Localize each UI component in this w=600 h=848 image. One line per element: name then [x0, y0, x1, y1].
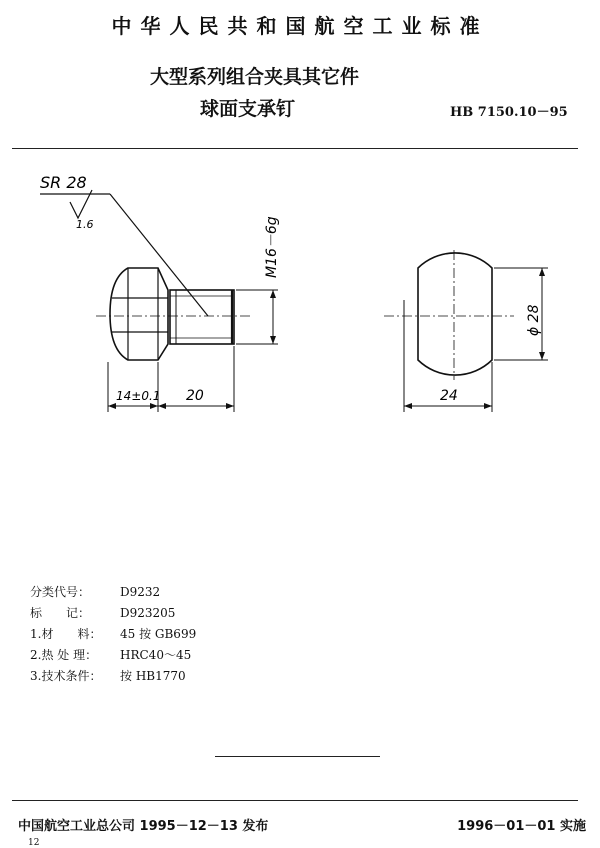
thread-body: [170, 290, 234, 344]
footer-issuer: 中国航空工业总公司 1995－12－13 发布: [18, 819, 269, 834]
technical-drawing: [0, 150, 600, 440]
label-head-length: 14±0.1: [116, 389, 161, 403]
head-outline: [110, 268, 168, 360]
spec-key: 标 记：: [30, 606, 91, 620]
page-number: 12: [28, 838, 40, 848]
top-divider: [12, 148, 578, 149]
spec-row-material: [30, 625, 196, 642]
document-title-line1: 大型系列组合夹具其它件: [150, 66, 360, 88]
spec-key: 1.材 料：: [30, 627, 102, 641]
spec-row-marking: [30, 604, 175, 621]
spec-value: 45 按 GB699: [120, 627, 197, 641]
spec-value: D923205: [120, 606, 176, 620]
spec-key: 分类代号：: [30, 585, 91, 599]
spec-row-technical-conditions: [30, 667, 186, 684]
spec-value: HRC40～45: [120, 648, 192, 662]
front-view-outline: [418, 253, 492, 375]
spec-value: 按 HB1770: [120, 669, 186, 683]
end-mark-line: [215, 756, 380, 757]
document-title-line2: 球面支承钉: [200, 98, 296, 120]
label-roughness: 1.6: [76, 218, 94, 231]
spec-key: 3.技术条件：: [30, 669, 102, 683]
spec-row-heat-treatment: [30, 646, 191, 663]
spec-key: 2.热 处 理：: [30, 648, 98, 662]
spec-value: D9232: [120, 585, 161, 599]
bottom-divider: [12, 800, 578, 801]
label-sr: SR 28: [40, 173, 87, 192]
header-standard-body: 中华人民共和国航空工业标准: [111, 14, 489, 38]
standard-number: HB 7150.10－95: [450, 105, 568, 120]
label-width: 24: [440, 388, 458, 404]
label-diameter: ϕ 28: [526, 304, 542, 336]
label-thread: M16－6g: [264, 216, 280, 278]
footer-effective-date: 1996－01－01 实施: [457, 819, 586, 834]
label-thread-length: 20: [186, 388, 204, 404]
spec-row-classification: [30, 583, 160, 600]
